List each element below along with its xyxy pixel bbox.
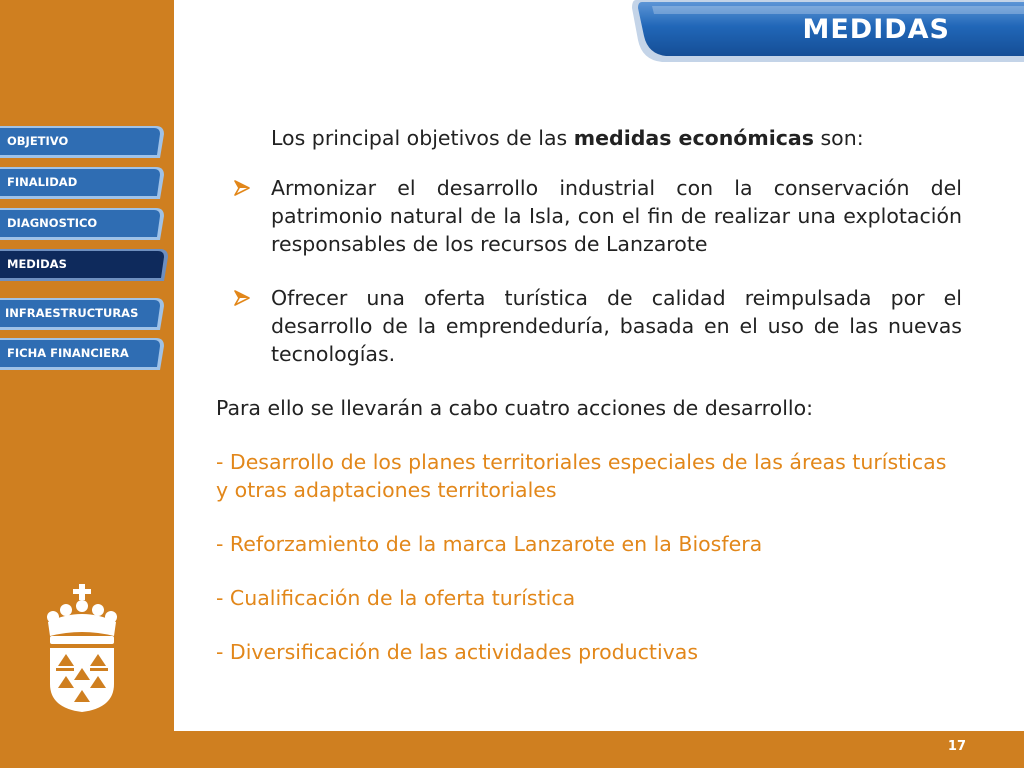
nav-item-ficha-financiera[interactable] bbox=[0, 336, 166, 370]
page-title: MEDIDAS bbox=[802, 14, 950, 45]
arrow-bullet-icon bbox=[234, 290, 250, 306]
coat-of-arms-icon bbox=[40, 584, 124, 714]
page-number: 17 bbox=[947, 739, 966, 754]
objective-bullet bbox=[271, 174, 962, 258]
intro-text-end: son: bbox=[813, 126, 864, 150]
nav-item-infraestructuras[interactable] bbox=[0, 296, 166, 330]
objective-bullet bbox=[271, 284, 962, 368]
nav-item-diagnostico[interactable] bbox=[0, 206, 166, 240]
nav-label-ficha-financiera: FICHA FINANCIERA bbox=[7, 346, 129, 360]
objective-bullet-text: Armonizar el desarrollo industrial con la conservación del patrimonio natural de la Isla, con el fin de realizar una explotación responsables de los recursos de Lanzarote bbox=[271, 176, 962, 256]
nav-label-diagnostico: DIAGNOSTICO bbox=[7, 216, 98, 230]
intro-text-bold: medidas económicas bbox=[573, 126, 814, 150]
footer-band bbox=[0, 731, 1024, 768]
objective-bullet-text: Ofrecer una oferta turística de calidad reimpulsada por el desarrollo de la emprendeduría, basada en el uso de las nuevas tecnologías. bbox=[271, 286, 962, 366]
arrow-bullet-icon bbox=[234, 180, 250, 196]
nav-item-objetivo[interactable] bbox=[0, 124, 166, 158]
main-content bbox=[216, 124, 962, 692]
nav-label-infraestructuras: INFRAESTRUCTURAS bbox=[5, 306, 139, 320]
nav-label-medidas: MEDIDAS bbox=[7, 257, 67, 271]
nav-label-objetivo: OBJETIVO bbox=[7, 134, 69, 148]
intro-text bbox=[271, 124, 962, 152]
action-item: - Diversificación de las actividades productivas bbox=[216, 640, 699, 664]
actions-intro: Para ello se llevarán a cabo cuatro acciones de desarrollo: bbox=[216, 396, 814, 420]
nav-item-medidas[interactable] bbox=[0, 247, 170, 281]
action-item: - Desarrollo de los planes territoriales especiales de las áreas turísticas y otras adaptaciones territoriales bbox=[216, 450, 947, 502]
action-item: - Reforzamiento de la marca Lanzarote en la Biosfera bbox=[216, 532, 763, 556]
action-item: - Cualificación de la oferta turística bbox=[216, 586, 576, 610]
nav-item-finalidad[interactable] bbox=[0, 165, 166, 199]
nav-label-finalidad: FINALIDAD bbox=[7, 175, 78, 189]
intro-text-start: Los principal objetivos de las bbox=[271, 126, 574, 150]
